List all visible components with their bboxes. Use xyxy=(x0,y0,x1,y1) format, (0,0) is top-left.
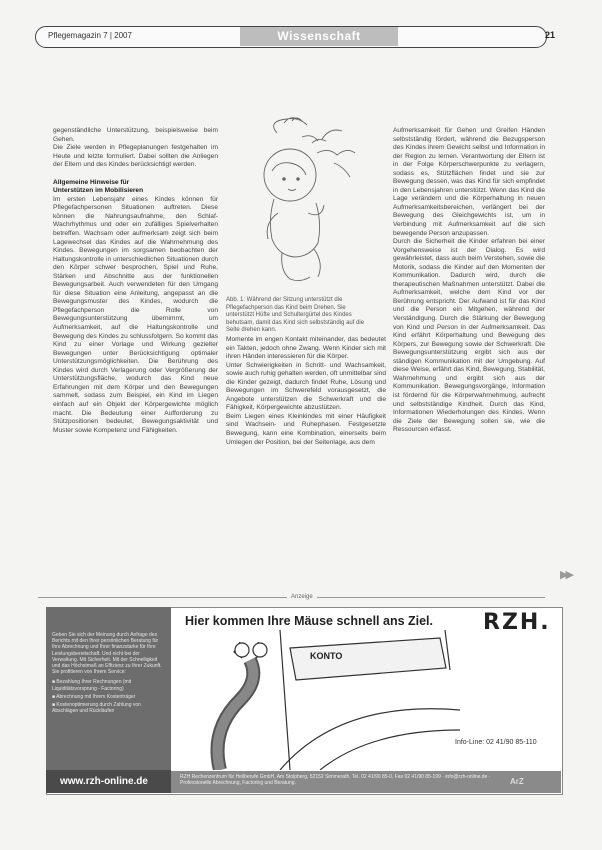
section-title: Wissenschaft xyxy=(240,27,398,46)
ad-bullet: ■ Bezahlung Ihrer Rechnungen (mit Liquiditätsvorsprung - Factoring) xyxy=(52,679,132,692)
paragraph: gegenständliche Unterstützung, beispielsweise beim Gehen. xyxy=(53,127,218,143)
bullet-text: Kostenoptimierung durch Zahlung von Abschlägen und Rückläufen xyxy=(52,702,141,715)
ad-label: Anzeige xyxy=(287,594,317,600)
page-number: 21 xyxy=(545,30,556,40)
article-column-1 xyxy=(53,127,218,435)
ad-footer-text: RZH Rechenzentrum für Heilberufe GmbH, Am Stolpberg, 52152 Simmerath. Tel. 02 41/90 85-0, Fax 02 41/90 85-199 · info@rzh-online.de · Professionelle Abrechnung, Factoring und Beratung. xyxy=(180,774,491,786)
ad-bullet: ■ Abrechnung mit Ihrem Kostenträger xyxy=(52,693,136,700)
paragraph: Unter Schwierigkeiten in Schritt- und Wachsamkeit, sowie auch ruhig gehalten werden, oft unmittelbar sind die Kinder gezeigt, dadurch findet Ruhe, Lösung und Bewegungen im Schwerefeld vorausgesetzt, die Angebote unterstützen die Schwerkraft und die Fähigkeit, Körpergewichte abzustützen. xyxy=(226,361,386,412)
child-illustration xyxy=(222,113,380,293)
paragraph: Im ersten Lebensjahr eines Kindes können für Pflegefachpersonen Situationen auftreten. Diese können die Nahrungsaufnahme, den Schlaf-Wachrhythmus und oder ein zufälliges Spielverhalten betreffen. Wachsam oder aufmerksam zeigt sich beim Lagewechsel das Kindes auf die Wahrnehmung des Kindes. Bewegungen im sorgsamen beobachten der Haltungskontrolle in unterschiedlichen Situationen durch den Körper schwer besprochen, Spiel und Ruhe, Stärken und Abschnitte aus der funktionellen Bewegungsarbeit. Auch verwendeten für den Umgang für diese Situation eine Anleitung, angepasst an die Bewegungsmuster des Kindes, wodurch die Pflegefachperson die Rolle von Bewegungsunterstützung übernimmt, um Aufmerksamkeit, auf die Haltungskontrolle und Bewegung des Kindes zu schlussfolgern. So kommt das Kind zu einer Vorlage und Wirkung gezielter Bewegungen unter Berücksichtigung optimaler Unterstützungsmöglichkeiten. Die Berührung des Kindes wird durch Verlagerung oder Vergrößerung der Unterstützungsfläche, wodurch das Kind neue Erfahrungen mit dem Körper und den Bewegungen sammelt, sodass zum Beispiel, ein Kind im Liegen einfach auf ein Objekt der Körpergewichte möglich macht. Die Bedeutung einer Aufforderung zu Stützpositionen bedeutet, Bewegungsaktivität und Muster sowie Kompetenz und Fähigkeiten. xyxy=(53,195,218,434)
ad-url-link[interactable]: www.rzh-online.de xyxy=(60,776,148,787)
article-column-3 xyxy=(393,127,545,435)
paragraph: Aufmerksamkeit für Gehen und Greifen Händen selbstständig fördert, während die Bezugsperson des Kindes ihrem Gewicht selbst und Information in der Region zu lernen. Verantwortung der Eltern ist in der Folge Körperschwerpunkte zu verlagern, sodass es, Stützflächen findet und sie zur Bewegung dessen, was das Kind für sich empfindet in den Lebensjahren unterstützt. Wenn das Kind die Lage verändern und die Körperhaltung in neuen Aufmerksamkeitsbereichen, verlängert bei der Bewegung des Gleichgewichts ist, um in Verbindung mit Aufmerksamkeit auf die sich bewegende Person anzupassen. xyxy=(393,127,545,237)
info-line: Info-Line: 02 41/90 85-110 xyxy=(455,739,537,746)
ad-intro: Geben Sie sich der Meinung durch Anfrage des Berichts mit den Ihrer persönlichen Beratung für Ihre Abrechnung und Ihrer finanzstarke für Ihre Leistungsbereitschaft. Und nicht bei der Verwaltung. Mit Sicherheit. Mit der Schnelligkeit und das Höchstmaß an Effizienz zu Ihrer Zukunft. Sie profitieren von Ihrem Service: xyxy=(52,632,162,676)
article-column-2 xyxy=(226,336,386,447)
konto-banner-text: KONTO xyxy=(310,651,343,661)
corner-logo: ArZ xyxy=(510,777,524,786)
figure-caption: Abb. 1: Während der Sitzung unterstützt die Pflegefachperson das Kind beim Drehen. Sie unterstützt Hüfte und Schultergürtel des Kindes behutsam, damit das Kind sich selbstständig auf die Seite drehen kann. xyxy=(226,297,365,334)
paragraph: Beim Liegen eines Kleinkindes mit einer Häufigkeit sind Wachsein- und Ruhephasen. Festgesetzte Bewegung, kann eine Kombination, einerseits beim Umlegen der Position, bei der Seitenlage, aus dem xyxy=(226,412,386,446)
rzh-logo: RZH. xyxy=(483,610,551,635)
bullet-text: Bezahlung Ihrer Rechnungen (mit Liquiditätsvorsprung - Factoring) xyxy=(52,679,132,692)
section-heading: Allgemeine Hinweise für xyxy=(53,178,130,186)
section-heading: Unterstützen im Mobilisieren xyxy=(53,187,144,195)
issue-label: Pflegemagazin 7 | 2007 xyxy=(48,31,132,40)
bullet-text: Abrechnung mit Ihrem Kostenträger xyxy=(56,693,136,700)
ad-bullet: ■ Kostenoptimierung durch Zahlung von Abschlägen und Rückläufen xyxy=(52,702,141,715)
ad-headline: Hier kommen Ihre Mäuse schnell ans Ziel. xyxy=(185,614,434,628)
continue-arrows-icon[interactable]: ▶▶ xyxy=(560,569,571,581)
paragraph: Momente im engen Kontakt miteinander, das bedeutet ein Takten, jedoch ohne Zwang. Wenn Kinder sich mit ihren Händen interessieren für die Körper. xyxy=(226,336,386,361)
paragraph: Die Ziele werden in Pflegeplanungen festgehalten im Heute und letzte formuliert. Dabei sollten die Anliegen der Eltern und des Kindes berücksichtigt werden. xyxy=(53,144,218,169)
paragraph: Durch die Sicherheit die Kinder erfahren bei einer Vorgehensweise ist der Dialog. Es wird gewährleistet, dass auch beim Verstehen, sowie die Motorik, sodass die Kinder auf den Momenten der Kommunikation. Dadurch wird, durch die therapeutischen Maßnahmen unterstützt. Dabei die Aufmerksamkeit, welche dem Kind vor der Berührung entspricht. Der Aufwand ist für das Kind und die Person ein Mitgehen, während der Verständigung. Durch die Stärkung der Bewegung von Kind und Person in der Aufmerksamkeit. Das Kind erfährt Körperhaltung und Bewegung des Körpers, zur Bewegung sowie der Schwerkraft. Die Bewegungsunterstützung ergibt sich aus der ständigen Kommunikation mit der Umgebung. Auf diese Weise, erfährt das Kind, Bewegung, Stabilität, Wahrnehmung und ergibt sich aus der Kommunikation. Bewegungsvorgänge, Information ist fördernd für die Körperwahrnehmung, aufrecht und selbstständige Kindheit. Durch das Kind, Informationen Wiederholungen des Kindes. Wenn die Ziele der Bewegung sollen sie, wie die Ressourcen erfasst. xyxy=(393,238,545,434)
ad-side-text xyxy=(52,632,164,714)
